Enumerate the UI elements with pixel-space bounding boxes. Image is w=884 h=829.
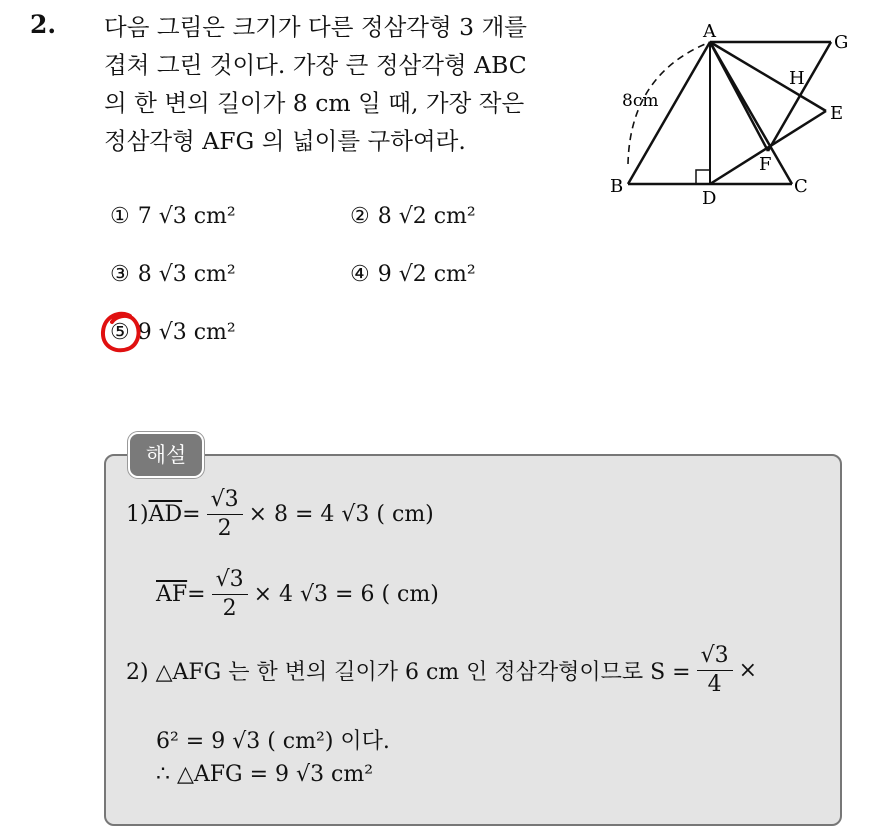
edge-gf [768,42,831,151]
question-line: 겹쳐 그린 것이다. 가장 큰 정삼각형 ABC [104,51,527,79]
fraction: $\frac{√3}{2}$ [212,568,248,621]
solution-line-1: 1) $\overline{AD}$ = $\frac{√3}{2}$ × 8 = 4 √3 ( cm) [126,487,434,542]
choice-4[interactable] [350,262,476,287]
solution-line-3: 2) △AFG 는 한 변의 길이가 6 cm 인 정삼각형이므로 S = $\frac{√3}{4}$ × [126,643,758,698]
solution-line-5: ∴ △AFG = 9 √3 cm² [156,762,374,787]
choice-number: ⑤ [110,320,130,345]
label-f: F [759,154,772,175]
label-d: D [702,188,717,208]
solution-line-2: $\overline{AF}$ = $\frac{√3}{2}$ × 4 √3 = 6 ( cm) [156,567,439,622]
solution-tag: 해설 [128,432,204,478]
label-a: A [703,21,716,42]
choice-text: 8 √3 cm² [137,262,236,287]
label-h: H [789,68,805,89]
choice-text: 9 √3 cm² [137,320,236,345]
triangle-figure [606,18,856,208]
question-line: 정삼각형 AFG 의 넓이를 구하여라. [104,127,466,155]
choice-number: ② [350,204,370,229]
edge-ab [628,42,710,184]
label-g: G [834,32,849,53]
choice-text: 9 √2 cm² [377,262,476,287]
segment-ad: $\overline{AD}$ [148,502,183,528]
fraction: $\frac{√3}{2}$ [207,488,243,541]
segment-af: $\overline{AF}$ [156,582,188,608]
choice-text: 8 √2 cm² [377,204,476,229]
label-side-length: 8cm [622,91,659,111]
solution-line-4: 6² = 9 √3 ( cm²) 이다. [156,729,390,754]
choice-3[interactable] [110,262,236,287]
question-line: 의 한 변의 길이가 8 cm 일 때, 가장 작은 [104,89,525,117]
choice-text: 7 √3 cm² [137,204,236,229]
fraction: $\frac{√3}{4}$ [697,644,733,697]
choice-1[interactable] [110,204,236,229]
choice-number: ④ [350,262,370,287]
question-text [104,8,594,160]
label-c: C [794,176,808,197]
label-b: B [610,176,624,197]
answer-circle-mark [100,308,146,356]
question-line: 다음 그림은 크기가 다른 정삼각형 3 개를 [104,13,527,41]
right-angle-mark [696,170,710,184]
choice-2[interactable] [350,204,476,229]
label-e: E [830,103,844,124]
choice-number: ① [110,204,130,229]
choice-number: ③ [110,262,130,287]
question-number: 2. [30,10,57,39]
